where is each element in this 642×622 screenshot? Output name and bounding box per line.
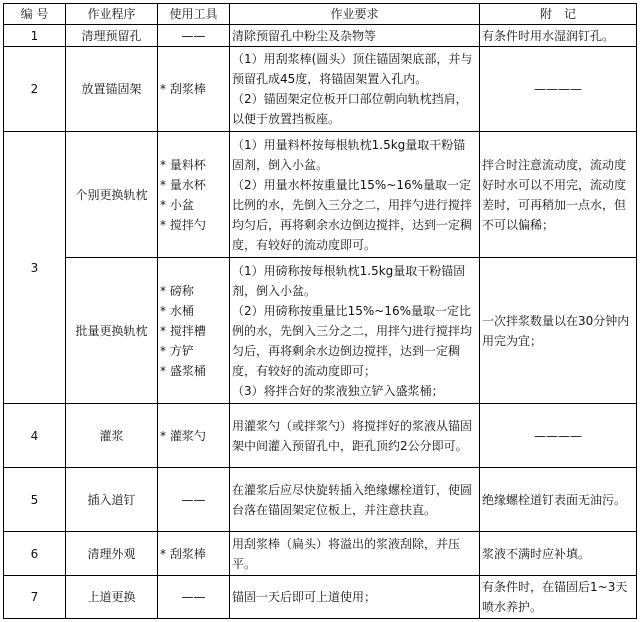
requirement-line: 用灌浆勺（或拌浆勺）将搅拌好的浆液从锚固架中间灌入预留孔中，距孔顶约2公分即可。 — [232, 418, 473, 453]
tools-cell — [158, 404, 230, 468]
requirement-line: （2）锚固架定位板开口部位朝向轨枕挡肩，以便于放置挡板座。 — [232, 92, 468, 126]
procedure-cell: 插入道钉 — [66, 468, 158, 532]
tool-item: * 刮浆棒 — [160, 82, 206, 96]
row-number: 7 — [4, 576, 66, 619]
requirement-cell — [230, 47, 480, 132]
header-note: 附 记 — [480, 4, 637, 25]
tools-cell: —— — [158, 468, 230, 532]
procedure-cell: 清理外观 — [66, 532, 158, 576]
table-row — [4, 532, 637, 576]
table-row — [4, 25, 637, 47]
table-row — [4, 132, 637, 258]
table-row — [4, 258, 637, 404]
tool-item: * 灌浆勺 — [160, 428, 206, 443]
row-number: 6 — [4, 532, 66, 576]
note-cell: 有条件时，在锚固后1~3天喷水养护。 — [480, 576, 637, 619]
requirement-line: 用刮浆棒（扁头）将溢出的浆液刮除，并压平。 — [232, 536, 461, 571]
table-row — [4, 576, 637, 619]
note-cell: ———— — [480, 47, 637, 132]
requirement-line: （2）用磅称按重量比15%~16%量取一定比例的水，先倒入三分之二，用拌勺进行搅拌均匀后，再将剩余水边倒边搅拌，达到一定稠度，有较好的流动度即可； — [232, 303, 473, 378]
work-procedure-table — [3, 3, 637, 619]
tool-item: * 刮浆棒 — [160, 546, 206, 561]
note-cell: 浆液不满时应补填。 — [480, 532, 637, 576]
table-row — [4, 404, 637, 468]
row-number: 1 — [4, 25, 66, 47]
table-row — [4, 468, 637, 532]
tool-item: * 搅拌槽 — [160, 323, 206, 338]
tools-cell — [158, 532, 230, 576]
tool-item: * 搅拌勺 — [160, 217, 206, 232]
row-number: 4 — [4, 404, 66, 468]
tool-item: * 盛浆桶 — [160, 363, 206, 378]
header-tools: 使用工具 — [158, 4, 230, 25]
header-requirement: 作业要求 — [230, 4, 480, 25]
row-number: 5 — [4, 468, 66, 532]
requirement-line: （1）用量料杯按每根轨枕1.5kg量取干粉锚固剂，倒入小盆。 — [232, 137, 466, 172]
header-procedure: 作业程序 — [66, 4, 158, 25]
procedure-cell: 清理预留孔 — [66, 25, 158, 47]
header-no: 编 号 — [4, 4, 66, 25]
procedure-cell: 放置锚固架 — [66, 47, 158, 132]
requirement-cell — [230, 576, 480, 619]
tool-item: * 磅称 — [160, 283, 194, 298]
procedure-cell: 批量更换轨枕 — [66, 258, 158, 404]
procedure-cell: 个别更换轨枕 — [66, 132, 158, 258]
tool-item: * 小盆 — [160, 197, 194, 212]
header-row — [4, 4, 637, 25]
tool-item: * 方铲 — [160, 343, 194, 358]
tool-item: * 量料杯 — [160, 157, 206, 172]
requirement-line: （3）将拌合好的浆液独立铲入盛浆桶； — [232, 383, 444, 398]
requirement-line: （1）用刮浆棒(圆头）顶住锚固架底部，并与预留孔成45度，将锚固架置入孔内。 — [232, 52, 473, 86]
procedure-cell: 上道更换 — [66, 576, 158, 619]
tools-cell: —— — [158, 25, 230, 47]
requirement-cell — [230, 258, 480, 404]
tools-cell: —— — [158, 576, 230, 619]
tool-item: * 水桶 — [160, 303, 194, 318]
tools-cell — [158, 132, 230, 258]
requirement-cell — [230, 468, 480, 532]
table-row — [4, 47, 637, 132]
note-cell: 有条件时用水湿润钉孔。 — [480, 25, 637, 47]
requirement-cell — [230, 404, 480, 468]
requirement-line: 锚固一天后即可上道使用； — [232, 590, 377, 604]
tool-item: * 量水杯 — [160, 177, 206, 192]
requirement-cell — [230, 25, 480, 47]
requirement-cell — [230, 532, 480, 576]
procedure-cell: 灌浆 — [66, 404, 158, 468]
row-number: 2 — [4, 47, 66, 132]
row-number: 3 — [4, 132, 66, 404]
tools-cell — [158, 47, 230, 132]
requirement-line: 清除预留孔中粉尘及杂物等 — [232, 28, 377, 43]
note-cell: 绝缘螺栓道钉表面无油污。 — [480, 468, 637, 532]
tools-cell — [158, 258, 230, 404]
note-cell: 拌合时注意流动度，流动度好时水可以不用完，流动度差时，可再稍加一点水，但不可以偏稀； — [480, 132, 637, 258]
requirement-line: （2）用量水杯按重量比15%~16%量取一定比例的水，先倒入三分之二，用拌勺进行搅拌均匀后，再将剩余水边倒边搅拌，达到一定稠度，有较好的流动度即可。 — [232, 177, 473, 252]
note-cell: ———— — [480, 404, 637, 468]
requirement-cell — [230, 132, 480, 258]
requirement-line: （1）用磅称按每根轨枕1.5kg量取干粉锚固剂，倒入小盆。 — [232, 263, 466, 298]
note-cell: 一次拌浆数量以在30分钟内用完为宜； — [480, 258, 637, 404]
requirement-line: 在灌浆后应尽快旋转插入绝缘螺栓道钉，使圆台落在锚固架定位板上，并注意扶直。 — [232, 482, 473, 517]
page — [3, 3, 637, 619]
